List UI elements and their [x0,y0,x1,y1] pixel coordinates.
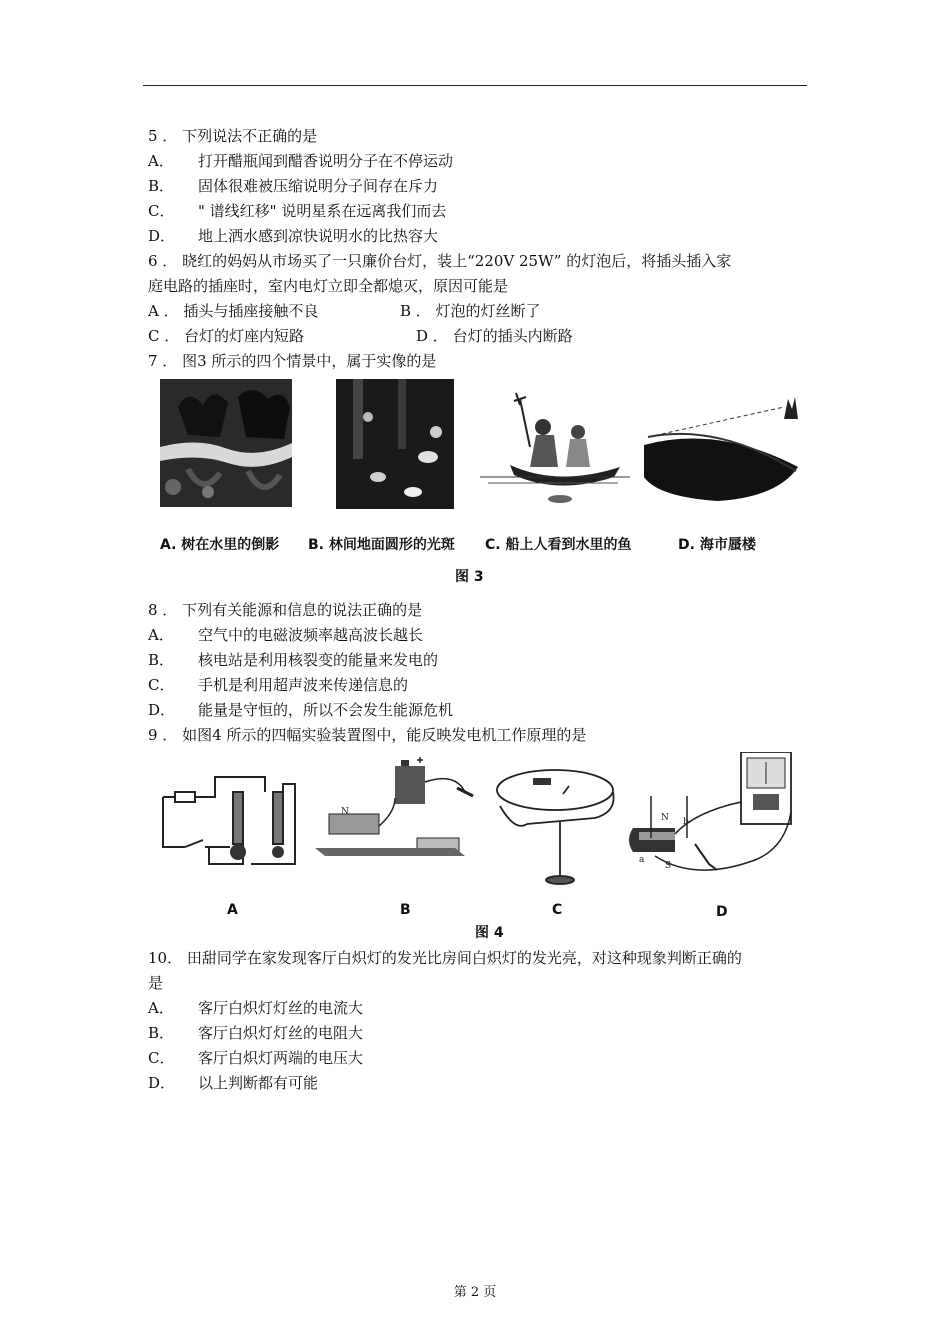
q6-option-c: C ． 台灯的灯座内短路 [148,327,305,345]
figure-4-label: 图 4 [475,925,504,941]
q6-stem-line1: 6 ． 晓红的妈妈从市场买了一只廉价台灯，装上“220V 25W” 的灯泡后，将插头插入家 [148,252,732,270]
q8-stem: 8 ． 下列有关能源和信息的说法正确的是 [148,601,423,619]
q5-option-a [148,151,453,171]
fig4-label-a: A [227,902,238,918]
option-letter: C． [148,676,175,694]
battery-magnet-coil-image [315,757,473,856]
page-number: 第 2 页 [453,1285,497,1300]
option-letter: C． [148,1049,175,1067]
figure-3-label: 图 3 [455,569,484,585]
q8-option-b [148,650,438,670]
q10-option-a [148,998,363,1018]
fig4-label-c: C [552,902,563,918]
tree-reflection-image [160,379,292,507]
q10-option-c [148,1048,363,1068]
q8-option-c [148,675,408,695]
fig3-caption-b: B. 林间地面圆形的光斑 [308,537,455,553]
oersted-experiment-image [497,770,614,884]
option-letter: A． [148,999,174,1017]
option-text: 以上判断都有可能 [198,1074,319,1092]
q10-stem-line2: 是 [148,974,164,992]
boat-fisherman-image [480,393,630,503]
q8-option-a [148,625,423,645]
header-rule [143,85,807,86]
svg-text:S: S [665,861,672,871]
q6-option-a: A ． 插头与插座接触不良 [148,302,319,320]
q5-stem: 5 ． 下列说法不正确的是 [148,127,318,145]
option-letter: A． [148,626,174,644]
option-letter: D． [148,701,176,719]
option-letter: B． [148,1024,175,1042]
q6-option-b: B ． 灯泡的灯丝断了 [400,302,541,320]
option-letter: D． [148,227,176,245]
fig4-label-d: D [716,904,728,920]
q5-option-b [148,176,438,196]
fig4-label-b: B [400,902,411,918]
q7-stem: 7 ． 图3 所示的四个情景中，属于实像的是 [148,352,437,370]
option-text: 空气中的电磁波频率越高波长越长 [198,626,424,644]
q6-option-d: D ． 台灯的插头内断路 [416,327,573,345]
fig3-caption-c: C. 船上人看到水里的鱼 [485,537,632,553]
option-text: 能量是守恒的，所以不会发生能源危机 [198,701,454,719]
option-text: 客厅白炽灯灯丝的电阻大 [198,1024,364,1042]
option-text: " 谱线红移" 说明星系在远离我们而去 [198,202,447,220]
generator-galvanometer-image [629,752,791,871]
q10-stem-line1: 10． 田甜同学在家发现客厅白炽灯的发光比房间白炽灯的发光亮，对这种现象判断正确的 [148,949,742,967]
fig3-caption-d: D. 海市蜃楼 [678,537,756,553]
svg-text:a: a [639,855,645,865]
q5-option-c [148,201,446,221]
option-letter: C． [148,202,175,220]
option-letter: D． [148,1074,176,1092]
q10-option-d [148,1073,318,1093]
svg-text:N: N [661,813,669,823]
option-text: 客厅白炽灯两端的电压大 [198,1049,364,1067]
svg-text:b: b [683,817,689,827]
mirage-image [644,397,798,501]
q9-stem: 9 ． 如图4 所示的四幅实验装置图中，能反映发电机工作原理的是 [148,726,587,744]
fig3-caption-a: A. 树在水里的倒影 [160,537,280,553]
svg-text:N: N [341,807,349,817]
option-text: 手机是利用超声波来传递信息的 [198,676,409,694]
option-letter: A． [148,152,174,170]
q8-option-d [148,700,453,720]
option-letter: B． [148,177,175,195]
figure-3 [158,377,808,517]
forest-light-spots-image [336,379,454,509]
option-text: 地上洒水感到凉快说明水的比热容大 [198,227,439,245]
q10-option-b [148,1023,363,1043]
electromagnet-circuit-image [163,777,295,864]
option-letter: B． [148,651,175,669]
figure-4 [155,752,805,892]
option-text: 客厅白炽灯灯丝的电流大 [198,999,364,1017]
q6-stem-line2: 庭电路的插座时，室内电灯立即全都熄灭，原因可能是 [148,277,509,295]
option-text: 核电站是利用核裂变的能量来发电的 [198,651,439,669]
option-text: 打开醋瓶闻到醋香说明分子在不停运动 [198,152,454,170]
option-text: 固体很难被压缩说明分子间存在斥力 [198,177,439,195]
q5-option-d [148,226,438,246]
